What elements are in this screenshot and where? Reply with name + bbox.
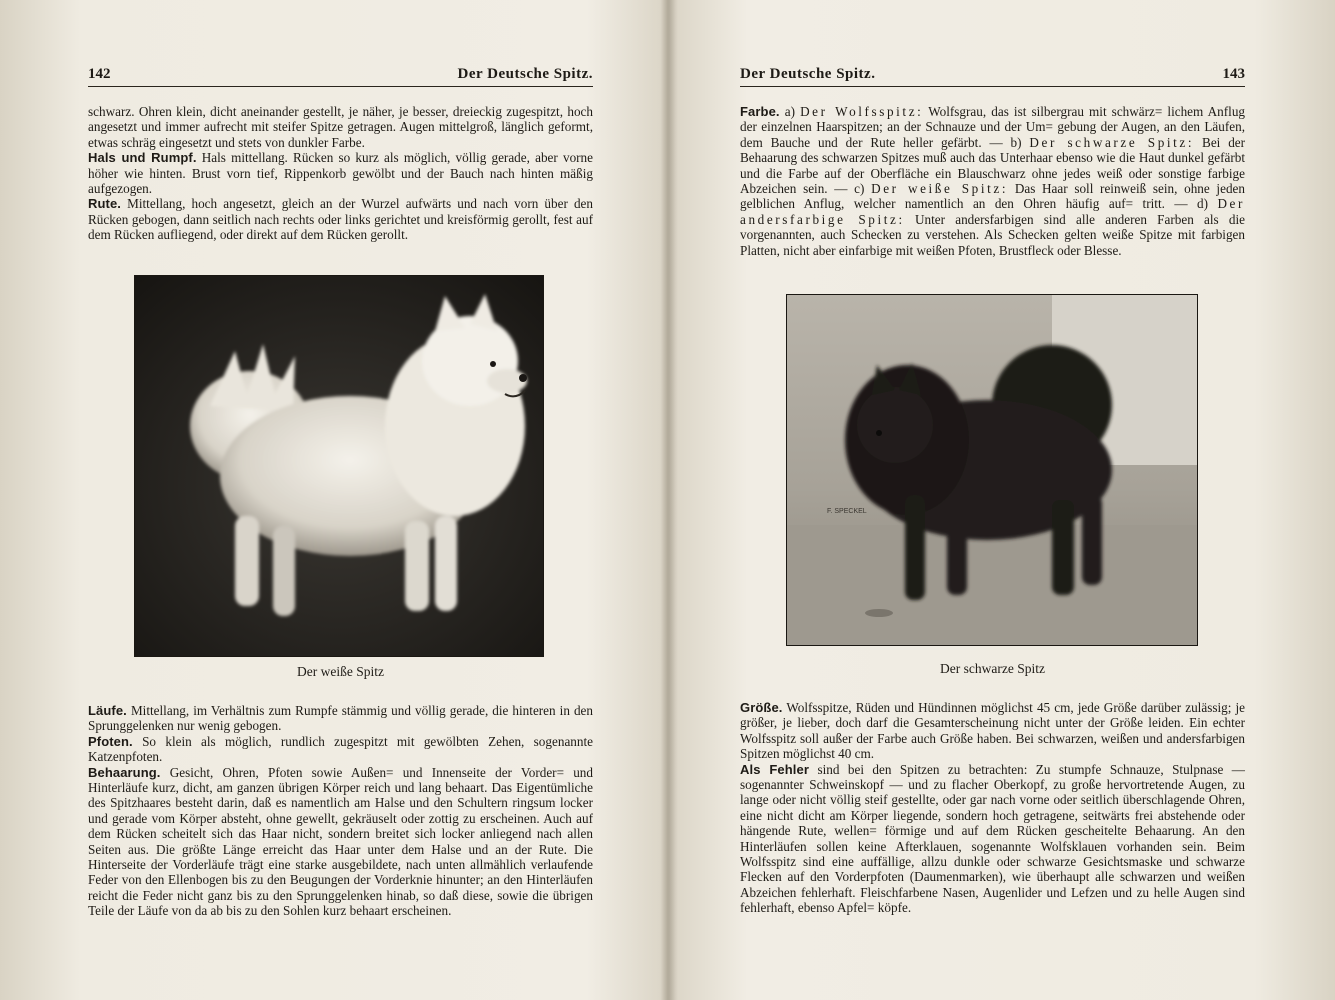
right-page [740,0,1245,1000]
left-running-title: Der Deutsche Spitz. [457,66,593,82]
white-spitz-caption: Der weiße Spitz [297,664,384,679]
left-page-header [88,64,593,87]
paragraph-text: Das Haar soll reinweiß sein, ohne jeden gelblichen Anflug, welcher namentlich an den Ohren häufig auf= tritt. [740,181,1245,212]
black-spitz-caption: Der schwarze Spitz [940,661,1045,676]
paragraph-text: Unter andersfarbigen sind alle anderen Farben als die vorgenannten, auch Schecken zu verstehen. Als Schecken gelten weiße Spitze mit farbigen Platten, nicht aber einfarbige mit weißen Pfoten, Brustfleck oder Blesse. [740,211,1245,258]
paragraph-heading: Rute. [88,196,121,212]
paragraph-hals-und-rumpf [88,150,593,196]
left-page [88,0,593,1000]
paragraph [88,104,593,150]
left-bottom-text [88,703,593,919]
paragraph-heading: Als Fehler [740,761,809,777]
paragraph-text: Mittellang, im Verhältnis zum Rumpfe stämmig und völlig gerade, die hinteren in den Sprunggelenken nur wenig gebogen. [88,703,594,734]
paragraph-text: Wolfsspitze, Rüden und Hündinnen möglichst 45 cm, jede Größe darüber zulässig; je größer, je lieber, doch darf die Gesamterscheinung nicht unter der Größe leiden. Ein echter Wolfsspitz soll außer der Farbe auch Größe haben. Bei schwarzen, weißen und andersfarbigen Spitzen möglichst 40 cm. [740,700,1246,762]
paragraph-text: So klein als möglich, rundlich zugespitzt mit gewölbten Zehen, sogenannte Katzenpfoten. [88,733,593,765]
black-spitz-photo [787,295,1197,645]
paragraph-heading: Behaarung. [88,764,161,780]
paragraph-heading: Hals und Rumpf. [88,150,197,166]
paragraph-heading: Farbe. [740,104,780,119]
item-label: — c) [834,181,865,197]
paragraph-laeufe [88,703,593,734]
left-page-number: 142 [88,66,111,82]
item-label: a) [784,104,795,119]
right-top-text [740,104,1245,258]
right-page-number: 143 [1222,66,1245,82]
paragraph-text: Mittellang, hoch angesetzt, gleich an der Wurzel aufwärts und nach vorn über den Rücken gebogen, dann seitlich nach rechts oder links gerichtet und kreisförmig gerollt, fest auf dem Rücken aufliegend, oder direkt auf dem Rücken gerollt. [88,196,594,243]
paragraph-pfoten [88,734,593,765]
paragraph-heading: Größe. [740,700,783,715]
book-gutter [660,0,678,1000]
paragraph-text: Hals mittellang. Rücken so kurz als möglich, völlig gerade, aber vorne höher wie hinten. Brust vorn tief, Rippenkorb gewölbt und der Bauch nach hinten mäßig aufgezogen. [88,150,594,197]
right-bottom-text [740,700,1245,916]
right-running-title: Der Deutsche Spitz. [740,66,876,82]
paragraph-behaarung [88,765,593,919]
paragraph-heading: Pfoten. [88,733,133,749]
paragraph-fehler [740,762,1245,916]
paragraph-text: sind bei den Spitzen zu betrachten: Zu stumpfe Schnauze, Stulpnase — sogenannter Schweinskopf — und zu flacher Oberkopf, zu große hervortretende Augen, zu lange oder nicht völlig steif gestellte, oder gar nach vorne oder seitlich überschlagende Ohren, eine nicht dicht am Körper liegende, sondern hoch getragene, seitwärts frei abstehende oder hängende Rute, wellen= förmige und auf dem Rücken gescheitelte Behaarung. An den Hinterläufen sollen keine Afterklauen, sogenannte Wolfsklauen vorhanden sein. Beim Wolfsspitz sind eine auffällige, allzu dunkle oder schwarze Gesichtsmaske und schwarze Flecken auf den Vorderpfoten (Daumenmarken), wie überhaupt alle schwarzen und weißen Abzeichen fehlerhaft. Fleischfarbene Nasen, Augenlider und Lefzen und zu helle Augen sind fehlerhaft, ebenso Apfel= köpfe. [740,761,1245,916]
paragraph-farbe [740,104,1245,258]
item-label: — d) [1174,196,1208,212]
white-spitz-photo [135,276,543,656]
left-top-text [88,104,593,243]
paragraph-text: Gesicht, Ohren, Pfoten sowie Außen= und Innenseite der Vorder= und Hinterläufe kurz, dicht, am ganzen übrigen Körper reich und lang behaart. Das Eigentümliche des Spitzhaares besteht darin, daß es namentlich am Halse und den Schultern ringsum locker und gerade vom Körper absteht, ohne gewellt, gekräuselt oder zottig zu erscheinen. Auch auf dem Rücken scheitelt sich das Haar nicht, sondern breitet sich locker anliegend nach allen Seiten aus. Die größte Länge erreicht das Haar unter dem Halse und an der Rute. Die Hinterseite der Vorderläufe trägt eine starke ausgebildete, nach unten allmählich verlaufende Feder von den Ellenbogen bis zu den Beugungen der Vorderknie hinunter; an den Hinterläufen reicht die Feder nicht ganz bis zu den Sprunggelenken hinab, so daß diese, sowie die übrigen Teile der Läufe von da ab bis zu den Sohlen kurz behaart erscheinen. [88,764,593,919]
variety-name-schwarz: Der schwarze Spitz: [1029,134,1195,150]
paragraph-rute [88,196,593,242]
paragraph-text: schwarz. Ohren klein, dicht aneinander gestellt, je näher, je besser, dreieckig zugespitzt, hoch angesetzt und immer aufrecht mit steifer Spitze getragen. Augen mittelgroß, länglich geformt, etwas schräg eingesetzt und stets von dunkler Farbe. [88,104,593,150]
variety-name-weiss: Der weiße Spitz: [871,181,1009,197]
paragraph-groesse [740,700,1245,762]
paragraph-text: Bei der Behaarung des schwarzen Spitzes muß auch das Unterhaar ebenso wie die Haut dunkel gefärbt und die Farbe auf der Oberfläche ein Blauschwarz ohne jedes weiß oder sonstige farbige Abzeichen sein. [740,134,1246,197]
right-page-header [740,64,1245,87]
variety-name-andersfarbig: Der andersfarbige Spitz: [740,196,1246,227]
paragraph-heading: Läufe. [88,703,127,718]
item-label: — b) [989,134,1022,150]
variety-name-wolfsspitz: Der Wolfsspitz: [800,104,924,119]
paragraph-text: Wolfsgrau, das ist silbergrau mit schwärz= lichem Anflug der einzelnen Haarspitzen; an der Schnauze und der Um= gebung der Augen, an den Läufen, dem Bauche und der Rute heller gefärbt. [740,104,1246,150]
photo-signature: F. SPECKEL [827,508,867,515]
